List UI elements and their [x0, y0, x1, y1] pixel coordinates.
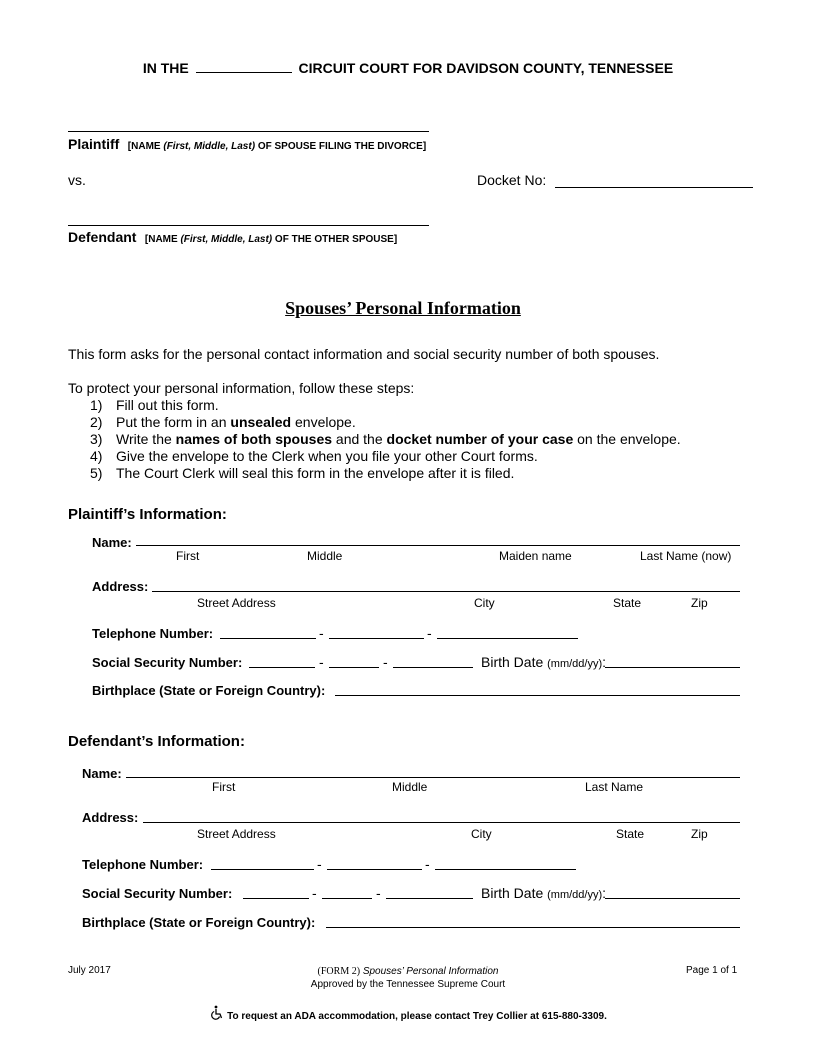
step-text: Fill out this form. — [116, 397, 219, 413]
colon: : — [602, 654, 607, 670]
address-col-state: State — [616, 827, 645, 841]
dash: - — [312, 885, 317, 901]
name-col-maiden: Maiden name — [499, 549, 572, 563]
versus-text: vs. — [68, 172, 86, 188]
docket-label: Docket No: — [477, 172, 547, 188]
step-emphasis: names of both spouses — [175, 431, 333, 447]
plaintiff-ssn-part1[interactable] — [249, 667, 315, 668]
defendant-name-field[interactable] — [126, 777, 740, 778]
name-col-first: First — [176, 549, 200, 563]
dash: - — [427, 625, 432, 641]
defendant-phone-line[interactable] — [435, 869, 576, 870]
defendant-name-line[interactable] — [68, 225, 429, 226]
birth-date-text: Birth Date — [481, 885, 544, 901]
defendant-birth-date-label — [481, 885, 606, 901]
step-item — [90, 397, 681, 414]
name-col-last: Last Name — [585, 780, 644, 794]
step-text: envelope. — [291, 414, 356, 430]
defendant-address-label: Address: — [82, 810, 139, 825]
plaintiff-phone-prefix[interactable] — [329, 638, 424, 639]
defendant-phone-area[interactable] — [211, 869, 314, 870]
step-emphasis: docket number of your case — [386, 431, 574, 447]
step-emphasis: unsealed — [230, 414, 292, 430]
step-text: The Court Clerk will seal this form in the envelope after it is filed. — [116, 465, 515, 481]
birth-date-text: Birth Date — [481, 654, 544, 670]
dash: - — [319, 625, 324, 641]
defendant-phone-label: Telephone Number: — [82, 857, 204, 872]
footer-form-name: Spouses’ Personal Information — [362, 966, 499, 977]
defendant-ssn-part1[interactable] — [243, 898, 309, 899]
defendant-hint-c: OF THE OTHER SPOUSE] — [274, 234, 398, 245]
step-number: 3) — [90, 431, 103, 447]
plaintiff-phone-line[interactable] — [437, 638, 578, 639]
name-col-last: Last Name (now) — [640, 549, 732, 563]
ada-notice — [0, 1005, 816, 1022]
plaintiff-birth-date-label — [481, 654, 606, 670]
defendant-birthplace-label: Birthplace (State or Foreign Country): — [82, 915, 316, 930]
step-text: Give the envelope to the Clerk when you file your other Court forms. — [116, 448, 538, 464]
address-col-city: City — [471, 827, 492, 841]
step-item — [90, 465, 681, 482]
birth-date-format: (mm/dd/yy) — [547, 658, 603, 670]
plaintiff-name-label: Name: — [92, 535, 132, 550]
step-item — [90, 448, 681, 465]
steps-intro: To protect your personal information, follow these steps: — [68, 380, 415, 396]
step-text: Put the form in an — [116, 414, 231, 430]
name-col-middle: Middle — [307, 549, 343, 563]
step-text: and the — [332, 431, 387, 447]
defendant-name-label: Name: — [82, 766, 122, 781]
court-caption — [0, 60, 816, 76]
address-col-zip: Zip — [691, 596, 708, 610]
plaintiff-name-line[interactable] — [68, 131, 429, 132]
plaintiff-address-label: Address: — [92, 579, 149, 594]
step-text: on the envelope. — [573, 431, 681, 447]
plaintiff-ssn-part3[interactable] — [393, 667, 473, 668]
address-col-city: City — [474, 596, 495, 610]
name-col-middle: Middle — [392, 780, 428, 794]
defendant-ssn-part3[interactable] — [386, 898, 473, 899]
plaintiff-address-field[interactable] — [152, 591, 740, 592]
wheelchair-icon — [209, 1005, 225, 1021]
defendant-info-heading: Defendant’s Information: — [68, 733, 245, 750]
defendant-birth-date-field[interactable] — [605, 898, 740, 899]
defendant-address-field[interactable] — [143, 822, 740, 823]
circuit-blank[interactable] — [196, 60, 292, 73]
plaintiff-ssn-label: Social Security Number: — [92, 655, 243, 670]
plaintiff-name-field[interactable] — [136, 545, 740, 546]
plaintiff-label: Plaintiff — [68, 136, 120, 152]
plaintiff-hint-a: [NAME — [127, 141, 161, 152]
step-number: 1) — [90, 397, 103, 413]
footer-date: July 2017 — [68, 965, 111, 976]
plaintiff-birthplace-label: Birthplace (State or Foreign Country): — [92, 683, 326, 698]
defendant-birthplace-field[interactable] — [326, 927, 740, 928]
step-item — [90, 414, 681, 431]
plaintiff-info-heading: Plaintiff’s Information: — [68, 506, 227, 523]
dash: - — [317, 856, 322, 872]
court-prefix: IN THE — [142, 60, 189, 76]
defendant-phone-prefix[interactable] — [327, 869, 422, 870]
plaintiff-birthplace-field[interactable] — [335, 695, 740, 696]
defendant-ssn-part2[interactable] — [322, 898, 372, 899]
plaintiff-hint-c: OF SPOUSE FILING THE DIVORCE] — [257, 141, 427, 152]
intro-text: This form asks for the personal contact information and social security number of both spouses. — [68, 346, 660, 362]
footer-form-number: (FORM 2) — [317, 966, 361, 977]
birth-date-format: (mm/dd/yy) — [547, 889, 603, 901]
plaintiff-hint-b: (First, Middle, Last) — [163, 141, 256, 152]
address-col-street: Street Address — [197, 827, 276, 841]
step-number: 4) — [90, 448, 103, 464]
address-col-street: Street Address — [197, 596, 276, 610]
plaintiff-birth-date-field[interactable] — [605, 667, 740, 668]
step-number: 5) — [90, 465, 103, 481]
address-col-zip: Zip — [691, 827, 708, 841]
docket-number-line[interactable] — [555, 187, 753, 188]
dash: - — [376, 885, 381, 901]
plaintiff-caption — [68, 136, 426, 154]
footer-page-number: Page 1 of 1 — [686, 965, 738, 976]
footer-approved: Approved by the Tennessee Supreme Court — [310, 979, 506, 990]
steps-list — [90, 397, 681, 482]
dash: - — [425, 856, 430, 872]
name-col-first: First — [212, 780, 236, 794]
defendant-ssn-label: Social Security Number: — [82, 886, 233, 901]
defendant-caption — [68, 229, 397, 247]
address-col-state: State — [613, 596, 642, 610]
dash: - — [383, 654, 388, 670]
court-suffix: CIRCUIT COURT FOR DAVIDSON COUNTY, TENNESSEE — [298, 60, 674, 76]
defendant-label: Defendant — [68, 229, 137, 245]
defendant-hint-a: [NAME — [144, 234, 178, 245]
form-title: Spouses’ Personal Information — [285, 298, 521, 318]
plaintiff-phone-label: Telephone Number: — [92, 626, 214, 641]
plaintiff-phone-area[interactable] — [220, 638, 316, 639]
step-item — [90, 431, 681, 448]
step-number: 2) — [90, 414, 103, 430]
dash: - — [319, 654, 324, 670]
ada-text: To request an ADA accommodation, please contact Trey Collier at 615-880-3309. — [227, 1011, 607, 1022]
defendant-hint-b: (First, Middle, Last) — [180, 234, 273, 245]
step-text: Write the — [116, 431, 176, 447]
colon: : — [602, 885, 607, 901]
plaintiff-ssn-part2[interactable] — [329, 667, 379, 668]
